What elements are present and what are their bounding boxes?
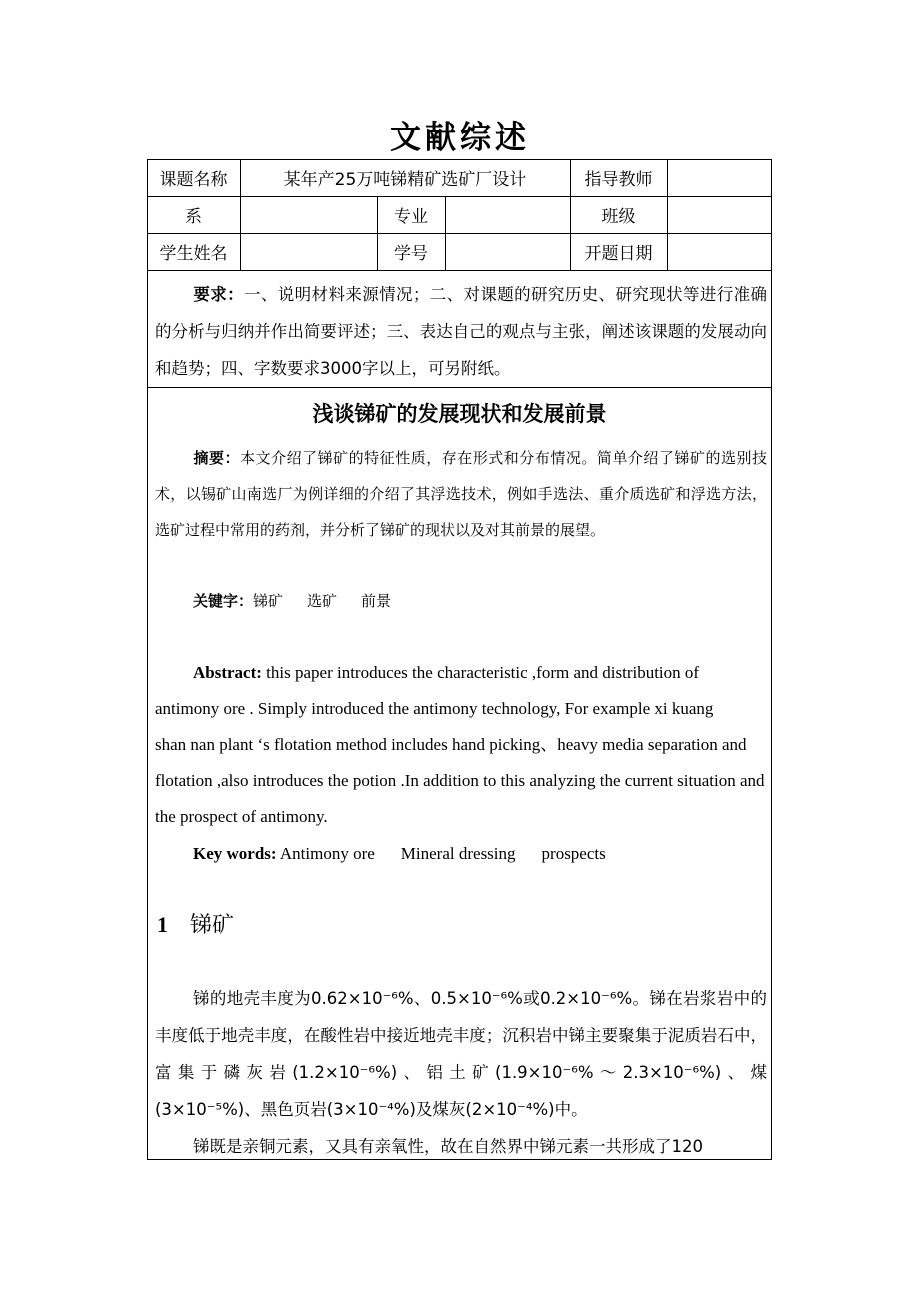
class-value[interactable]: [667, 196, 772, 233]
student-name-label: 学生姓名: [159, 244, 228, 264]
table-divider: [147, 387, 772, 388]
dept-label: 系: [185, 207, 202, 227]
keyword-zh: 选矿: [307, 592, 338, 610]
class-label: 班级: [601, 207, 636, 227]
keywords-zh: [193, 583, 415, 619]
major-value[interactable]: [445, 196, 570, 233]
paragraph: 锑的地壳丰度为0.62×10⁻⁶%、0.5×10⁻⁶%或0.2×10⁻⁶%。锑在岩浆岩中的丰度低于地壳丰度，在酸性岩中接近地壳丰度；沉积岩中锑主要聚集于泥质岩石中，富集于磷灰岩(1.2×10⁻⁶%)、铝土矿(1.9×10⁻⁶%～2.3×10⁻⁶%)、煤(3×10⁻⁵%)、黑色页岩(3×10⁻⁴%)及煤灰(2×10⁻⁴%)中。: [155, 989, 767, 1119]
start-date-label: 开题日期: [584, 244, 653, 264]
keywords-zh-label: 关键字：: [193, 592, 254, 610]
section-title: 锑矿: [190, 913, 235, 938]
keyword-en: Mineral dressing: [400, 844, 516, 863]
student-id-value[interactable]: [445, 233, 570, 270]
topic-label: 课题名称: [159, 170, 228, 190]
advisor-value[interactable]: [667, 159, 772, 196]
keyword-en: Antimony ore: [279, 844, 375, 863]
topic-value[interactable]: 某年产25万吨锑精矿选矿厂设计: [283, 170, 527, 190]
requirements-label: 要求：: [193, 285, 245, 304]
page-title: 文献综述: [390, 120, 530, 156]
section-heading: [157, 908, 234, 939]
major-label: 专业: [394, 207, 428, 227]
section-number: 1: [157, 912, 168, 937]
dept-value[interactable]: [240, 196, 377, 233]
student-id-label: 学号: [394, 244, 428, 264]
abstract-zh-label: 摘要：: [193, 449, 241, 467]
advisor-label: 指导教师: [584, 170, 653, 190]
keyword-en: prospects: [541, 844, 606, 863]
requirements-body: 一、说明材料来源情况；二、对课题的研究历史、研究现状等进行准确的分析与归纳并作出简要评述；三、表达自己的观点与主张，阐述该课题的发展动向和趋势；四、字数要求3000字以上，可另附纸。: [155, 285, 768, 378]
student-name-value[interactable]: [240, 233, 377, 270]
keywords-en-label: Key words:: [193, 844, 277, 863]
keyword-zh: 锑矿: [253, 592, 284, 610]
abstract-en-label: Abstract:: [193, 663, 262, 682]
abstract-zh: [155, 440, 767, 548]
article-title: 浅谈锑矿的发展现状和发展前景: [312, 402, 607, 426]
abstract-en-body: this paper introduces the characteristic ,form and distribution of antimony ore . Simply introduced the antimony technology, For example xi kuang shan nan plant ‘s flotation method includes hand picking、heavy media separation and flotation ,also introduces the potion .In addition to this analyzing the current situation and the prospect of antimony.: [155, 663, 769, 826]
requirements-text: [155, 276, 767, 387]
start-date-value[interactable]: [667, 233, 772, 270]
table-divider: [147, 270, 772, 271]
abstract-zh-body: 本文介绍了锑矿的特征性质，存在形式和分布情况。简单介绍了锑矿的选别技术，以锡矿山南选厂为例详细的介绍了其浮选技术，例如手选法、重介质选矿和浮选方法，选矿过程中常用的药剂，并分析了锑矿的现状以及对其前景的展望。: [155, 449, 767, 539]
abstract-en: [155, 655, 767, 835]
keyword-zh: 前景: [361, 592, 392, 610]
paragraph: 锑既是亲铜元素，又具有亲氧性，故在自然界中锑元素一共形成了120: [193, 1137, 703, 1156]
keywords-en: [193, 836, 632, 872]
section-body: [155, 980, 767, 1165]
